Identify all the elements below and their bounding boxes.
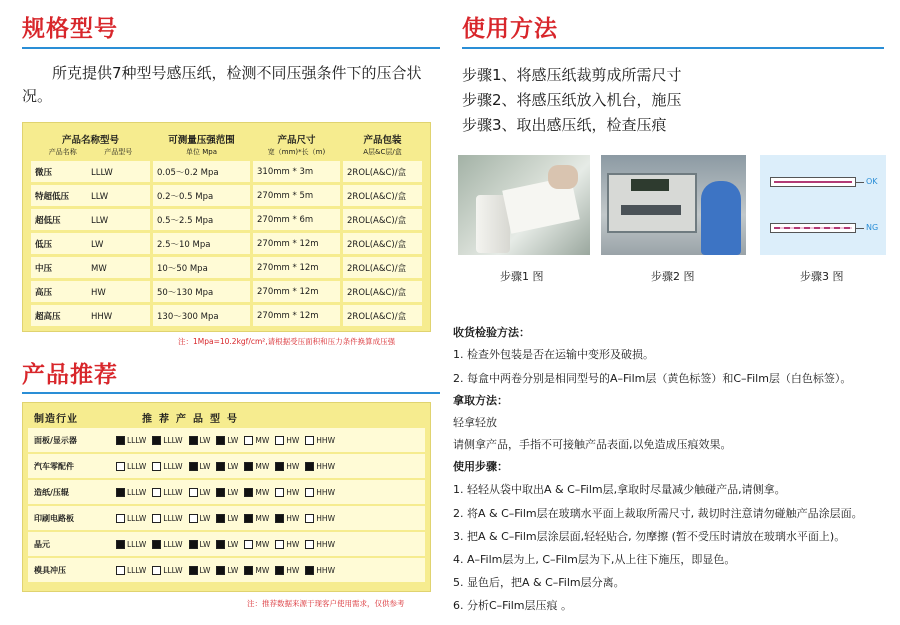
empty-box-icon: [116, 514, 125, 523]
model-option-label: LW: [199, 461, 211, 471]
spec-cell-pack: 2ROL(A&C)/盒: [342, 184, 424, 208]
recommend-section-title: 产品推荐: [22, 362, 118, 388]
model-option-label: LW: [199, 487, 211, 497]
caption-step1: 步骤1 图: [500, 270, 544, 283]
model-option-label: LLLW: [127, 565, 147, 575]
spec-product-code: LW: [91, 239, 104, 250]
empty-box-icon: [244, 436, 253, 445]
ok-film-strip: [770, 177, 856, 187]
usage-detail-6: 6. 分析C–Film层压痕 。: [453, 599, 573, 612]
spec-product-code: LLW: [91, 191, 109, 202]
spec-cell-name: [30, 256, 152, 280]
model-option: [244, 488, 269, 497]
empty-box-icon: [152, 488, 161, 497]
spec-cell-name: [30, 208, 152, 232]
model-option-label: LW: [199, 435, 211, 445]
spec-product-code: MW: [91, 263, 107, 274]
recommend-row: [28, 506, 425, 530]
usage-detail-5: 5. 显色后，把A & C–Film层分离。: [453, 576, 625, 589]
checked-box-icon: [216, 488, 225, 497]
model-option-label: HHW: [316, 565, 335, 575]
spec-cell-pack: 2ROL(A&C)/盒: [342, 208, 424, 232]
spec-row: [30, 232, 424, 256]
spec-product-name: 低压: [35, 239, 53, 250]
inspection-item-2: 2. 每盒中两卷分别是相同型号的A–Film层（黄色标签）和C–Film层（白色标签）。: [453, 372, 852, 385]
model-option: [116, 488, 146, 497]
model-option: [216, 566, 238, 575]
spec-product-code: LLLW: [91, 167, 113, 178]
model-option-label: LW: [199, 539, 211, 549]
checked-box-icon: [216, 436, 225, 445]
spec-cell-range: 130～300 Mpa: [152, 304, 252, 328]
checked-box-icon: [152, 436, 161, 445]
hand-shape: [548, 165, 578, 189]
header-name: 产品名称型号 产品名称 产品型号: [30, 130, 152, 160]
model-options: [116, 436, 341, 445]
ng-film-strip: [770, 223, 856, 233]
spec-section-title: 规格型号: [22, 16, 118, 42]
usage-title-rule: [462, 47, 884, 49]
spec-row: [30, 160, 424, 184]
ok-pointer: [856, 182, 864, 183]
empty-box-icon: [275, 488, 284, 497]
model-option: [189, 436, 211, 445]
spec-row: [30, 304, 424, 328]
model-option: [305, 514, 335, 523]
spec-cell-range: 50～130 Mpa: [152, 280, 252, 304]
checked-box-icon: [216, 566, 225, 575]
model-options: [116, 514, 341, 523]
usage-detail-3: 3. 把A & C–Film层涂层面,轻轻贴合, 勿摩擦 (暂不受压时请放在玻璃水平面上)。: [453, 530, 846, 543]
spec-table: [28, 128, 425, 329]
empty-box-icon: [305, 540, 314, 549]
model-option-label: LW: [227, 487, 239, 497]
model-option: [216, 462, 238, 471]
model-option: [275, 462, 299, 471]
checked-box-icon: [275, 514, 284, 523]
checked-box-icon: [216, 514, 225, 523]
model-option-label: LW: [227, 461, 239, 471]
model-option: [189, 540, 211, 549]
spec-note: 注：1Mpa=10.2kgf/cm²,请根据受压面积和压力条件换算成压强: [178, 337, 396, 346]
empty-box-icon: [116, 462, 125, 471]
industry-label: 造纸/压辊: [34, 487, 69, 497]
model-options: [116, 566, 341, 575]
model-option-label: HHW: [316, 435, 335, 445]
usage-section-title: 使用方法: [462, 16, 558, 42]
usage-steps: [462, 63, 682, 138]
model-option: [116, 566, 146, 575]
step2-photo: [601, 155, 746, 255]
empty-box-icon: [275, 436, 284, 445]
spec-product-name: 微压: [35, 167, 53, 178]
model-option: [275, 566, 299, 575]
empty-box-icon: [152, 462, 161, 471]
model-option-label: HHW: [316, 461, 335, 471]
model-option-label: LW: [199, 513, 211, 523]
checked-box-icon: [189, 540, 198, 549]
checked-box-icon: [189, 462, 198, 471]
checked-box-icon: [116, 488, 125, 497]
checked-box-icon: [189, 436, 198, 445]
model-option-label: LLLW: [163, 487, 183, 497]
checked-box-icon: [116, 540, 125, 549]
recommend-row: [28, 480, 425, 504]
usage-detail-title: 使用步骤：: [453, 460, 508, 473]
handling-title: 拿取方法：: [453, 394, 508, 407]
model-options: [116, 540, 341, 549]
recommend-row: [28, 454, 425, 478]
industry-label: 模具冲压: [34, 565, 66, 575]
checked-box-icon: [244, 514, 253, 523]
model-option: [244, 462, 269, 471]
industry-label: 面板/显示器: [34, 435, 77, 445]
spec-row: [30, 184, 424, 208]
handling-line-1: 轻拿轻放: [453, 416, 497, 429]
model-option-label: LLLW: [163, 539, 183, 549]
model-option: [152, 488, 182, 497]
model-option: [216, 436, 238, 445]
empty-box-icon: [244, 540, 253, 549]
recommend-header-models: 推荐产品型号: [142, 414, 244, 425]
industry-label: 印刷电路板: [34, 513, 74, 523]
spec-row: [30, 208, 424, 232]
recommend-row: [28, 558, 425, 582]
model-option: [116, 462, 146, 471]
model-option: [189, 462, 211, 471]
model-option-label: HW: [286, 565, 300, 575]
checked-box-icon: [275, 462, 284, 471]
model-option-label: LW: [227, 513, 239, 523]
empty-box-icon: [189, 514, 198, 523]
usage-step-3: 步骤3、取出感压纸，检查压痕: [462, 116, 667, 134]
model-option: [244, 514, 269, 523]
empty-box-icon: [305, 488, 314, 497]
inspection-title: 收货检验方法：: [453, 326, 530, 339]
model-option: [216, 488, 238, 497]
spec-product-name: 超高压: [35, 311, 61, 322]
model-option: [216, 540, 238, 549]
model-option: [275, 488, 299, 497]
caption-step3: 步骤3 图: [800, 270, 844, 283]
ng-pointer: [856, 228, 864, 229]
model-option: [152, 540, 182, 549]
model-option-label: HW: [286, 539, 300, 549]
spec-cell-size: 270mm * 5m: [252, 184, 342, 208]
spec-product-name: 特超低压: [35, 191, 70, 202]
spec-cell-range: 0.2～0.5 Mpa: [152, 184, 252, 208]
checked-box-icon: [305, 462, 314, 471]
model-option: [305, 436, 335, 445]
spec-cell-pack: 2ROL(A&C)/盒: [342, 256, 424, 280]
spec-cell-pack: 2ROL(A&C)/盒: [342, 160, 424, 184]
model-option: [244, 436, 269, 445]
model-option-label: HHW: [316, 487, 335, 497]
spec-cell-size: 310mm * 3m: [252, 160, 342, 184]
model-option-label: LW: [227, 539, 239, 549]
spec-cell-range: 0.05～0.2 Mpa: [152, 160, 252, 184]
model-option: [152, 566, 182, 575]
model-option: [116, 540, 146, 549]
recommend-row: [28, 532, 425, 556]
checked-box-icon: [275, 566, 284, 575]
usage-step-2: 步骤2、将感压纸放入机台，施压: [462, 91, 682, 109]
model-option: [275, 514, 299, 523]
checked-box-icon: [244, 566, 253, 575]
model-option-label: MW: [255, 461, 270, 471]
ok-label: OK: [866, 177, 878, 186]
model-option: [152, 462, 182, 471]
spec-product-code: HHW: [91, 311, 113, 322]
empty-box-icon: [305, 436, 314, 445]
model-option-label: LLLW: [163, 513, 183, 523]
header-size: 产品尺寸 宽（mm)*长（m): [252, 130, 342, 160]
model-option-label: LLLW: [127, 487, 147, 497]
model-options: [116, 462, 341, 471]
spec-cell-pack: 2ROL(A&C)/盒: [342, 280, 424, 304]
spec-cell-pack: 2ROL(A&C)/盒: [342, 304, 424, 328]
spec-cell-name: [30, 184, 152, 208]
model-option-label: LLLW: [163, 565, 183, 575]
spec-row: [30, 280, 424, 304]
model-option-label: HHW: [316, 539, 335, 549]
intro-text: 所克提供7种型号感压纸，检测不同压强条件下的压合状况。: [22, 64, 422, 105]
model-option: [152, 436, 182, 445]
model-option-label: HW: [286, 487, 300, 497]
model-option-label: HW: [286, 461, 300, 471]
model-option-label: LW: [227, 435, 239, 445]
machine-display: [631, 179, 669, 191]
ng-label: NG: [866, 223, 879, 232]
model-option-label: MW: [255, 487, 270, 497]
model-option: [189, 566, 211, 575]
model-option: [189, 514, 211, 523]
empty-box-icon: [152, 514, 161, 523]
model-option-label: LLLW: [127, 513, 147, 523]
checked-box-icon: [189, 566, 198, 575]
spec-product-name: 中压: [35, 263, 53, 274]
empty-box-icon: [152, 566, 161, 575]
industry-label: 晶元: [34, 539, 50, 549]
model-option: [305, 488, 335, 497]
industry-label: 汽车零配件: [34, 461, 74, 471]
spec-product-name: 超低压: [35, 215, 61, 226]
empty-box-icon: [305, 514, 314, 523]
empty-box-icon: [116, 566, 125, 575]
spec-cell-name: [30, 232, 152, 256]
model-option: [244, 540, 269, 549]
checked-box-icon: [216, 540, 225, 549]
inspection-item-1: 1. 检查外包装是否在运输中变形及破损。: [453, 348, 654, 361]
model-option-label: MW: [255, 435, 270, 445]
model-option: [116, 436, 146, 445]
model-option-label: LLLW: [127, 461, 147, 471]
caption-step2: 步骤2 图: [651, 270, 695, 283]
spec-cell-name: [30, 160, 152, 184]
checked-box-icon: [216, 462, 225, 471]
handling-line-2: 请侧拿产品，手指不可接触产品表面,以免造成压痕效果。: [453, 438, 732, 451]
model-option: [275, 436, 299, 445]
spec-cell-size: 270mm * 12m: [252, 232, 342, 256]
step1-photo: [458, 155, 590, 255]
model-option-label: HHW: [316, 513, 335, 523]
header-pack: 产品包装 A层&C层/盒: [342, 130, 424, 160]
spec-cell-name: [30, 304, 152, 328]
checked-box-icon: [244, 488, 253, 497]
model-option-label: HW: [286, 435, 300, 445]
empty-box-icon: [275, 540, 284, 549]
model-options: [116, 488, 341, 497]
usage-detail-2: 2. 将A & C–Film层在玻璃水平面上裁取所需尺寸, 裁切时注意请勿碰触产品涂层面。: [453, 507, 863, 520]
spec-cell-size: 270mm * 12m: [252, 256, 342, 280]
model-option-label: LW: [227, 565, 239, 575]
spec-cell-range: 10～50 Mpa: [152, 256, 252, 280]
header-range: 可测量压强范围 单位 Mpa: [152, 130, 252, 160]
empty-box-icon: [189, 488, 198, 497]
spec-product-code: HW: [91, 287, 106, 298]
operator-figure: [701, 181, 741, 255]
model-option: [305, 540, 335, 549]
checked-box-icon: [152, 540, 161, 549]
model-option: [216, 514, 238, 523]
model-option: [305, 462, 335, 471]
model-option-label: HW: [286, 513, 300, 523]
spec-cell-range: 0.5～2.5 Mpa: [152, 208, 252, 232]
model-option: [116, 514, 146, 523]
checked-box-icon: [305, 566, 314, 575]
spec-cell-range: 2.5～10 Mpa: [152, 232, 252, 256]
model-option: [152, 514, 182, 523]
model-option-label: MW: [255, 539, 270, 549]
model-option-label: MW: [255, 513, 270, 523]
model-option-label: MW: [255, 565, 270, 575]
spec-title-rule: [22, 47, 440, 49]
usage-detail-1: 1. 轻轻从袋中取出A & C–Film层,拿取时尽量减少触碰产品,请侧拿。: [453, 483, 786, 496]
spec-cell-name: [30, 280, 152, 304]
usage-step-1: 步骤1、将感压纸裁剪成所需尺寸: [462, 66, 682, 84]
usage-detail-4: 4. A–Film层为上, C–Film层为下,从上往下施压，即显色。: [453, 553, 736, 566]
model-option-label: LLLW: [127, 539, 147, 549]
spec-cell-size: 270mm * 6m: [252, 208, 342, 232]
model-option-label: LW: [199, 565, 211, 575]
spec-cell-pack: 2ROL(A&C)/盒: [342, 232, 424, 256]
spec-cell-size: 270mm * 12m: [252, 304, 342, 328]
machine-press: [621, 205, 681, 215]
recommend-header-industry: 制造行业: [34, 414, 78, 425]
spec-row: [30, 256, 424, 280]
model-option: [275, 540, 299, 549]
recommend-title-rule: [22, 392, 440, 394]
spec-product-code: LLW: [91, 215, 109, 226]
recommend-note: 注：推荐数据来源于现客户使用需求，仅供参考: [247, 599, 405, 608]
step3-diagram: [760, 155, 886, 255]
model-option-label: LLLW: [163, 435, 183, 445]
spec-cell-size: 270mm * 12m: [252, 280, 342, 304]
model-option-label: LLLW: [127, 435, 147, 445]
spec-table-header: [30, 130, 424, 160]
model-option-label: LLLW: [163, 461, 183, 471]
model-option: [305, 566, 335, 575]
model-option: [244, 566, 269, 575]
recommend-row: [28, 428, 425, 452]
checked-box-icon: [116, 436, 125, 445]
spec-product-name: 高压: [35, 287, 53, 298]
checked-box-icon: [244, 462, 253, 471]
model-option: [189, 488, 211, 497]
